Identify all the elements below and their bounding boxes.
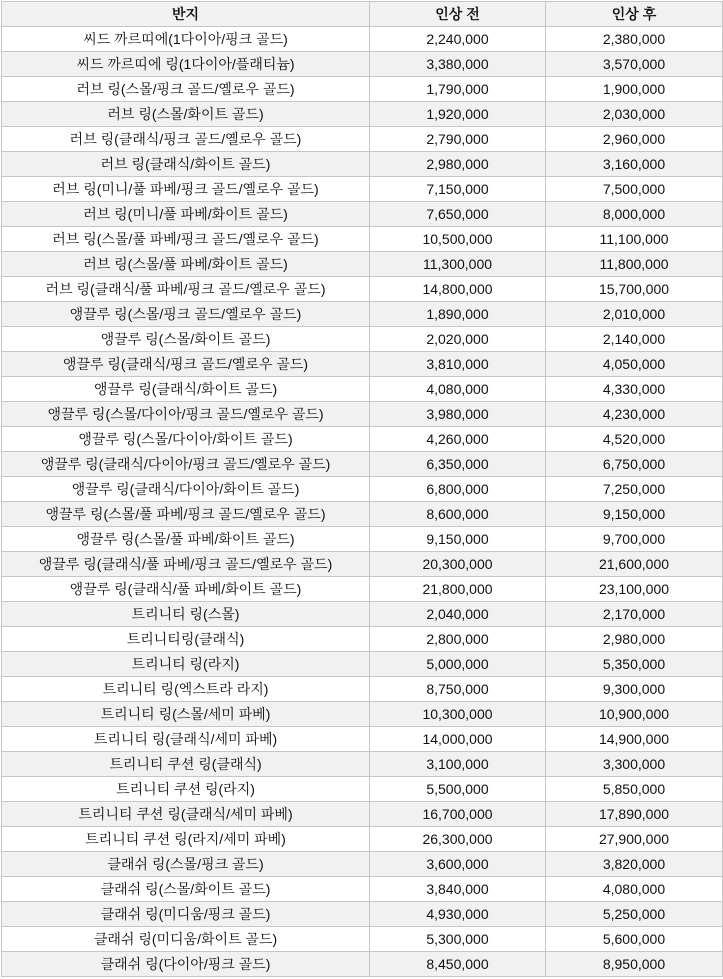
table-row — [2, 177, 723, 202]
price-before-cell: 6,800,000 — [370, 477, 546, 502]
ring-name-cell: 트리니티 링(스몰) — [2, 602, 370, 627]
price-before-cell: 8,450,000 — [370, 952, 546, 977]
ring-name-cell: 앵끌루 링(스몰/다이아/화이트 골드) — [2, 427, 370, 452]
table-row — [2, 377, 723, 402]
table-row — [2, 252, 723, 277]
ring-name-cell: 클래쉬 링(미디움/핑크 골드) — [2, 902, 370, 927]
table-row — [2, 827, 723, 852]
price-before-cell: 2,980,000 — [370, 152, 546, 177]
ring-name-cell: 앵끌루 링(스몰/다이아/핑크 골드/옐로우 골드) — [2, 402, 370, 427]
price-after-cell: 2,960,000 — [546, 127, 723, 152]
table-row — [2, 27, 723, 52]
price-before-cell: 16,700,000 — [370, 802, 546, 827]
price-before-cell: 2,020,000 — [370, 327, 546, 352]
price-before-cell: 5,000,000 — [370, 652, 546, 677]
price-before-cell: 5,300,000 — [370, 927, 546, 952]
price-before-cell: 2,800,000 — [370, 627, 546, 652]
table-row — [2, 652, 723, 677]
price-before-cell: 2,790,000 — [370, 127, 546, 152]
table-row — [2, 277, 723, 302]
price-before-cell: 7,150,000 — [370, 177, 546, 202]
ring-name-cell: 앵끌루 링(스몰/풀 파베/화이트 골드) — [2, 527, 370, 552]
table-row — [2, 577, 723, 602]
table-row — [2, 752, 723, 777]
ring-name-cell: 러브 링(스몰/풀 파베/화이트 골드) — [2, 252, 370, 277]
ring-name-cell: 트리니티 쿠션 링(클래식) — [2, 752, 370, 777]
ring-name-cell: 러브 링(클래식/화이트 골드) — [2, 152, 370, 177]
price-after-cell: 2,030,000 — [546, 102, 723, 127]
table-row — [2, 327, 723, 352]
price-before-cell: 3,840,000 — [370, 877, 546, 902]
table-row — [2, 127, 723, 152]
price-before-cell: 5,500,000 — [370, 777, 546, 802]
table-row — [2, 927, 723, 952]
price-after-cell: 15,700,000 — [546, 277, 723, 302]
price-after-cell: 5,350,000 — [546, 652, 723, 677]
table-row — [2, 402, 723, 427]
header-row — [2, 2, 723, 27]
table-row — [2, 627, 723, 652]
price-after-cell: 3,160,000 — [546, 152, 723, 177]
table-row — [2, 152, 723, 177]
table-row — [2, 777, 723, 802]
table-row — [2, 202, 723, 227]
ring-name-cell: 러브 링(클래식/풀 파베/핑크 골드/옐로우 골드) — [2, 277, 370, 302]
ring-name-cell: 클래쉬 링(미디움/화이트 골드) — [2, 927, 370, 952]
price-after-cell: 23,100,000 — [546, 577, 723, 602]
table-body — [2, 27, 723, 977]
table-row — [2, 502, 723, 527]
ring-name-cell: 앵끌루 링(클래식/다이아/핑크 골드/옐로우 골드) — [2, 452, 370, 477]
ring-price-table — [1, 1, 723, 977]
price-before-cell: 4,260,000 — [370, 427, 546, 452]
price-before-cell: 1,790,000 — [370, 77, 546, 102]
price-after-cell: 4,230,000 — [546, 402, 723, 427]
price-after-cell: 3,570,000 — [546, 52, 723, 77]
table-header — [2, 2, 723, 27]
price-after-cell: 6,750,000 — [546, 452, 723, 477]
price-before-cell: 3,980,000 — [370, 402, 546, 427]
price-after-cell: 10,900,000 — [546, 702, 723, 727]
table-row — [2, 552, 723, 577]
price-after-cell: 3,820,000 — [546, 852, 723, 877]
price-after-cell: 5,600,000 — [546, 927, 723, 952]
price-after-cell: 7,500,000 — [546, 177, 723, 202]
column-header-price-before: 인상 전 — [370, 2, 546, 27]
price-before-cell: 26,300,000 — [370, 827, 546, 852]
table-row — [2, 852, 723, 877]
ring-name-cell: 앵끌루 링(스몰/풀 파베/핑크 골드/옐로우 골드) — [2, 502, 370, 527]
price-before-cell: 8,750,000 — [370, 677, 546, 702]
price-before-cell: 6,350,000 — [370, 452, 546, 477]
price-before-cell: 10,300,000 — [370, 702, 546, 727]
column-header-price-after: 인상 후 — [546, 2, 723, 27]
ring-name-cell: 러브 링(스몰/화이트 골드) — [2, 102, 370, 127]
price-before-cell: 3,380,000 — [370, 52, 546, 77]
ring-name-cell: 러브 링(미니/풀 파베/핑크 골드/옐로우 골드) — [2, 177, 370, 202]
price-after-cell: 9,300,000 — [546, 677, 723, 702]
ring-name-cell: 앵끌루 링(클래식/다이아/화이트 골드) — [2, 477, 370, 502]
table-row — [2, 677, 723, 702]
price-after-cell: 11,800,000 — [546, 252, 723, 277]
ring-name-cell: 앵끌루 링(클래식/핑크 골드/옐로우 골드) — [2, 352, 370, 377]
ring-name-cell: 앵끌루 링(클래식/풀 파베/화이트 골드) — [2, 577, 370, 602]
table-row — [2, 952, 723, 977]
price-after-cell: 2,380,000 — [546, 27, 723, 52]
price-before-cell: 2,240,000 — [370, 27, 546, 52]
ring-name-cell: 러브 링(클래식/핑크 골드/옐로우 골드) — [2, 127, 370, 152]
table-row — [2, 527, 723, 552]
table-row — [2, 477, 723, 502]
ring-name-cell: 트리니티링(클래식) — [2, 627, 370, 652]
price-before-cell: 20,300,000 — [370, 552, 546, 577]
ring-name-cell: 씨드 까르띠에(1다이아/핑크 골드) — [2, 27, 370, 52]
price-before-cell: 14,800,000 — [370, 277, 546, 302]
price-before-cell: 4,930,000 — [370, 902, 546, 927]
price-before-cell: 9,150,000 — [370, 527, 546, 552]
price-before-cell: 7,650,000 — [370, 202, 546, 227]
ring-name-cell: 클래쉬 링(다이아/핑크 골드) — [2, 952, 370, 977]
price-before-cell: 8,600,000 — [370, 502, 546, 527]
price-before-cell: 3,100,000 — [370, 752, 546, 777]
price-after-cell: 8,000,000 — [546, 202, 723, 227]
table-row — [2, 602, 723, 627]
price-before-cell: 1,890,000 — [370, 302, 546, 327]
price-after-cell: 5,850,000 — [546, 777, 723, 802]
table-row — [2, 902, 723, 927]
price-after-cell: 21,600,000 — [546, 552, 723, 577]
ring-name-cell: 러브 링(미니/풀 파베/화이트 골드) — [2, 202, 370, 227]
price-after-cell: 4,050,000 — [546, 352, 723, 377]
price-before-cell: 10,500,000 — [370, 227, 546, 252]
price-before-cell: 14,000,000 — [370, 727, 546, 752]
price-after-cell: 2,140,000 — [546, 327, 723, 352]
table-row — [2, 877, 723, 902]
price-before-cell: 3,600,000 — [370, 852, 546, 877]
table-row — [2, 452, 723, 477]
ring-name-cell: 트리니티 쿠션 링(클래식/세미 파베) — [2, 802, 370, 827]
table-row — [2, 52, 723, 77]
price-after-cell: 4,520,000 — [546, 427, 723, 452]
price-after-cell: 8,950,000 — [546, 952, 723, 977]
table-row — [2, 702, 723, 727]
price-after-cell: 4,330,000 — [546, 377, 723, 402]
table-row — [2, 77, 723, 102]
table-row — [2, 352, 723, 377]
price-after-cell: 9,700,000 — [546, 527, 723, 552]
table-row — [2, 727, 723, 752]
column-header-ring: 반지 — [2, 2, 370, 27]
ring-name-cell: 트리니티 링(스몰/세미 파베) — [2, 702, 370, 727]
ring-name-cell: 클래쉬 링(스몰/화이트 골드) — [2, 877, 370, 902]
price-after-cell: 2,170,000 — [546, 602, 723, 627]
ring-name-cell: 트리니티 쿠션 링(라지/세미 파베) — [2, 827, 370, 852]
ring-name-cell: 앵끌루 링(스몰/화이트 골드) — [2, 327, 370, 352]
ring-name-cell: 트리니티 링(엑스트라 라지) — [2, 677, 370, 702]
ring-name-cell: 트리니티 링(라지) — [2, 652, 370, 677]
price-after-cell: 5,250,000 — [546, 902, 723, 927]
ring-name-cell: 러브 링(스몰/풀 파베/핑크 골드/옐로우 골드) — [2, 227, 370, 252]
price-after-cell: 3,300,000 — [546, 752, 723, 777]
ring-name-cell: 앵끌루 링(스몰/핑크 골드/옐로우 골드) — [2, 302, 370, 327]
price-after-cell: 17,890,000 — [546, 802, 723, 827]
ring-name-cell: 씨드 까르띠에 링(1다이아/플래티늄) — [2, 52, 370, 77]
table-row — [2, 802, 723, 827]
price-after-cell: 14,900,000 — [546, 727, 723, 752]
price-after-cell: 9,150,000 — [546, 502, 723, 527]
price-after-cell: 27,900,000 — [546, 827, 723, 852]
table-row — [2, 227, 723, 252]
price-before-cell: 1,920,000 — [370, 102, 546, 127]
ring-name-cell: 러브 링(스몰/핑크 골드/옐로우 골드) — [2, 77, 370, 102]
price-after-cell: 2,010,000 — [546, 302, 723, 327]
table-row — [2, 427, 723, 452]
price-before-cell: 4,080,000 — [370, 377, 546, 402]
ring-name-cell: 트리니티 쿠션 링(라지) — [2, 777, 370, 802]
ring-name-cell: 트리니티 링(클래식/세미 파베) — [2, 727, 370, 752]
table-row — [2, 102, 723, 127]
price-after-cell: 2,980,000 — [546, 627, 723, 652]
price-after-cell: 1,900,000 — [546, 77, 723, 102]
price-after-cell: 7,250,000 — [546, 477, 723, 502]
price-after-cell: 4,080,000 — [546, 877, 723, 902]
table-row — [2, 302, 723, 327]
price-after-cell: 11,100,000 — [546, 227, 723, 252]
ring-name-cell: 앵끌루 링(클래식/풀 파베/핑크 골드/옐로우 골드) — [2, 552, 370, 577]
price-before-cell: 21,800,000 — [370, 577, 546, 602]
price-before-cell: 3,810,000 — [370, 352, 546, 377]
price-before-cell: 11,300,000 — [370, 252, 546, 277]
price-before-cell: 2,040,000 — [370, 602, 546, 627]
ring-name-cell: 클래쉬 링(스몰/핑크 골드) — [2, 852, 370, 877]
ring-name-cell: 앵끌루 링(클래식/화이트 골드) — [2, 377, 370, 402]
